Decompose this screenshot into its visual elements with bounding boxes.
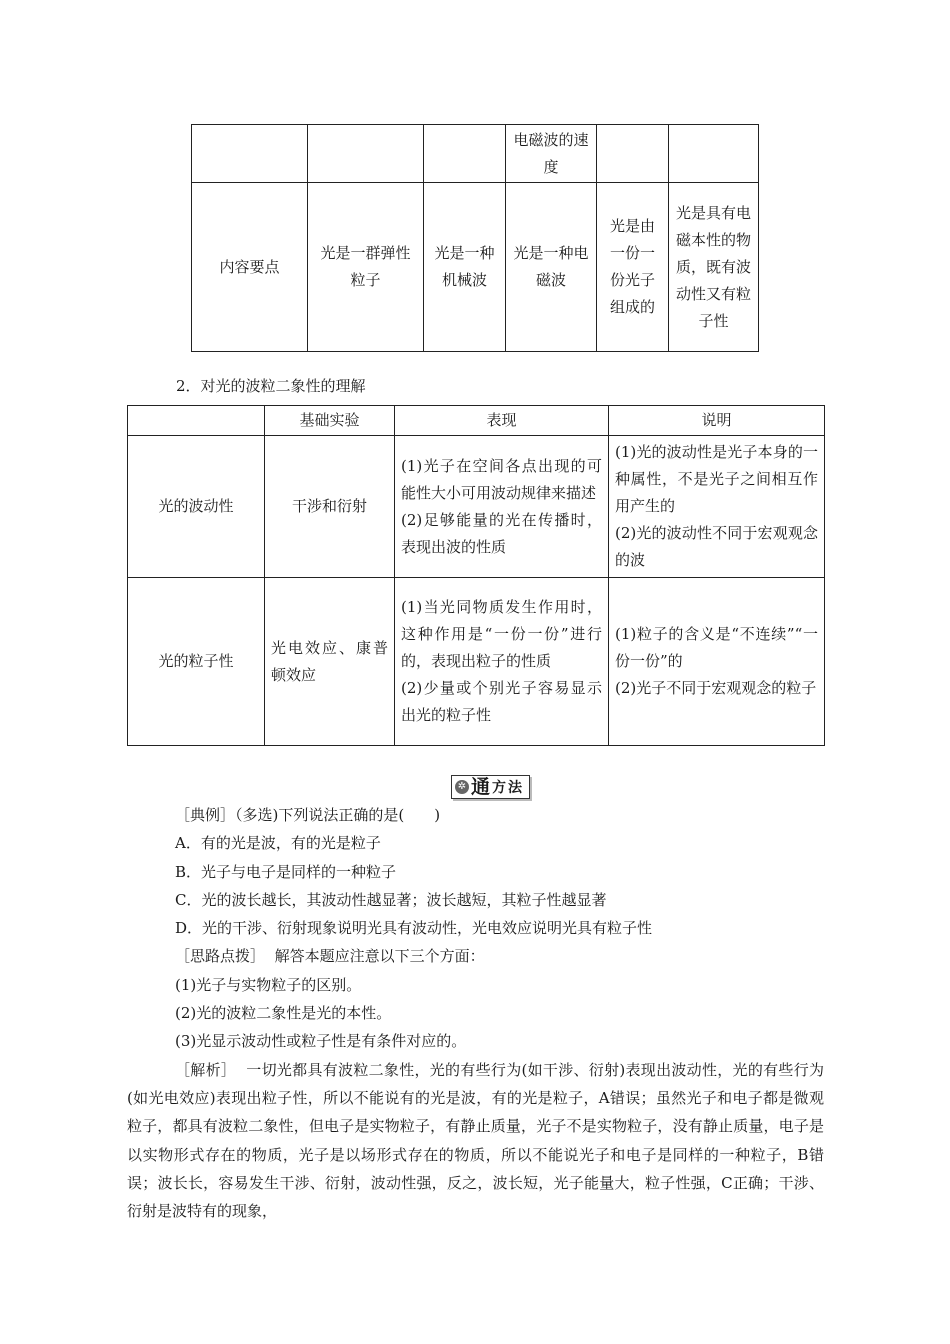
text-line: (2)光子不同于宏观观念的粒子 [615,679,817,697]
badge-main-char: 通 [471,776,491,798]
table-cell: 光是一群弹性粒子 [308,183,424,352]
table-cell [308,125,424,183]
column-header: 表现 [395,406,609,436]
analysis-paragraph [127,1056,824,1226]
comparison-table-1 [191,124,759,352]
table-row [192,125,759,183]
text-line: (1)粒子的含义是“不连续”“一份一份”的 [615,625,818,670]
performance-cell [395,578,609,746]
table-cell: 光是具有电磁本性的物质，既有波动性又有粒子性 [669,183,759,352]
text-line: (2)足够能量的光在传播时，表现出波的性质 [401,510,602,556]
section-title: 2．对光的波粒二象性的理解 [176,377,366,395]
text-line: (1)光子在空间各点出现的可能性大小可用波动规律来描述 [401,456,602,502]
column-header: 说明 [609,406,825,436]
text-line: (2)少量或个别光子容易显示出光的粒子性 [401,679,602,724]
experiment-cell: 干涉和衍射 [265,436,395,578]
hint-item: (1)光子与实物粒子的区别。 [175,975,362,994]
table-row [128,578,825,746]
table-cell [669,125,759,183]
method-section-badge [451,775,530,799]
badge-label: 方法 [492,780,525,796]
hint-line [127,942,824,970]
hint-text: 解答本题应注意以下三个方面： [274,947,485,966]
table-header-row [128,406,825,436]
hint-tag: ［思路点拨］ [175,947,266,966]
row-label: 内容要点 [192,183,308,352]
table-cell: 光是由一份一份光子组成的 [597,183,669,352]
explanation-cell [609,436,825,578]
column-header: 基础实验 [265,406,395,436]
table-cell [192,125,308,183]
option-c: C．光的波长越长，其波动性越显著；波长越短，其粒子性越显著 [175,890,607,909]
example-body [127,801,824,1225]
question-text: （多选)下列说法正确的是( ) [235,806,441,824]
example-question [127,801,824,829]
hint-item: (2)光的波粒二象性是光的本性。 [175,1004,392,1023]
experiment-cell: 光电效应、康普顿效应 [265,578,395,746]
option-d: D．光的干涉、衍射现象说明光具有波动性，光电效应说明光具有粒子性 [175,919,653,938]
column-header [128,406,265,436]
table-row [192,183,759,352]
table-cell [424,125,506,183]
hint-item: (3)光显示波动性或粒子性是有条件对应的。 [175,1032,467,1051]
row-label: 光的粒子性 [128,578,265,746]
gear-icon: ✲ [455,780,469,794]
example-tag: ［典例］ [175,806,236,824]
row-label: 光的波动性 [128,436,265,578]
text-line: (1)光的波动性是光子本身的一种属性，不是光子之间相互作用产生的 [615,443,818,515]
option-a: A．有的光是波，有的光是粒子 [175,834,381,853]
text-line: (2)光的波动性不同于宏观观念的波 [615,524,818,569]
explanation-cell [609,578,825,746]
table-cell [597,125,669,183]
analysis-tag: ［解析］ [175,1060,237,1079]
option-b: B．光子与电子是同样的一种粒子 [175,862,397,881]
text-line: (1)当光同物质发生作用时，这种作用是“一份一份”进行的，表现出粒子的性质 [401,598,602,670]
analysis-text: 一切光都具有波粒二象性，光的有些行为(如干涉、衍射)表现出波动性，光的有些行为(如光电效应)表现出粒子性，所以不能说有的光是波，有的光是粒子，A错误；虽然光子和电子都是微观粒子，都具有波粒二象性，但电子是实物粒子，有静止质量，光子不是实物粒子，没有静止质量，电子是以实物形式存在的物质，光子是以场形式存在的物质，所以不能说光子和电子是同样的一种粒子，B错误；波长长，容易发生干涉、衍射，波动性强，反之，波长短，光子能量大，粒子性强，C正确；干涉、衍射是波特有的现象， [127,1060,824,1221]
table-row [128,436,825,578]
table-cell: 光是一种电磁波 [506,183,597,352]
wave-particle-table [127,405,825,746]
performance-cell [395,436,609,578]
table-cell: 电磁波的速度 [506,125,597,183]
table-cell: 光是一种机械波 [424,183,506,352]
